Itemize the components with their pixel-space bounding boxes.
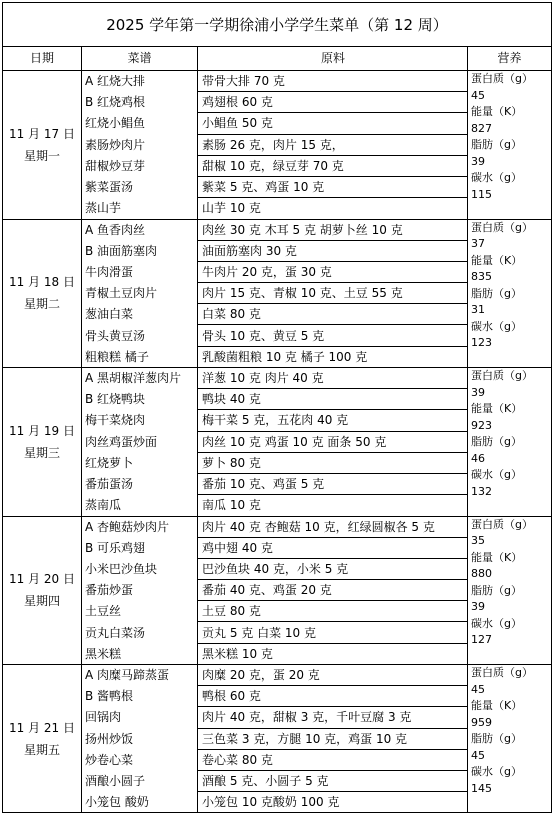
day-block: [3, 368, 551, 517]
date-cell: [3, 71, 81, 219]
date-cell: [3, 517, 81, 665]
nutrition-value: 45: [471, 682, 485, 696]
nutrition-value: 39: [471, 600, 485, 613]
ingredient-row: 肉糜 20 克，蛋 20 克: [198, 665, 467, 686]
ingredient-row: 贡丸 5 克 白菜 10 克: [198, 623, 467, 644]
nutrition-value: 46: [471, 451, 485, 465]
dish-item: 土豆丝: [85, 604, 122, 619]
ingredient-row: 梅干菜 5 克，五花肉 40 克: [198, 410, 467, 431]
nutrition-value: 39: [471, 154, 485, 168]
dish-item: A 红烧大排: [85, 74, 146, 88]
nutrition-value: 35: [471, 534, 485, 547]
date-cell: [3, 665, 81, 814]
weekday-text: 星期二: [23, 297, 60, 312]
dish-item: A 杏鲍菇炒肉片: [85, 519, 170, 534]
ingredients-cell: [198, 517, 467, 665]
dish-item: 葱油白菜: [85, 307, 134, 322]
date-text: 11 月 17 日: [9, 126, 75, 141]
ingredient-row: 小鲳鱼 50 克: [198, 113, 467, 134]
dish-item: 红烧萝卜: [85, 455, 134, 470]
dish-item: 青椒土豆肉片: [85, 286, 158, 301]
ingredient-row: 肉片 40 克，甜椒 3 克，千叶豆腐 3 克: [198, 707, 467, 728]
dishes-cell: [81, 368, 197, 516]
page-title: 2025 学年第一学期徐浦小学学生菜单（第 12 周）: [3, 3, 551, 47]
header-date: 日期: [3, 47, 81, 71]
nutrition-label: 蛋白质（g）: [471, 72, 533, 85]
ingredient-row: 甜椒 10 克，绿豆芽 70 克: [198, 156, 467, 177]
dish-item: 扬州炒饭: [85, 731, 134, 746]
dish-item: 番茄炒蛋: [85, 583, 134, 598]
dish-item: 黑米糕: [85, 646, 122, 661]
nutrition-value: 145: [471, 781, 492, 795]
date-cell: [3, 368, 81, 516]
dish-item: 甜椒炒豆芽: [85, 158, 146, 173]
nutrition-label: 蛋白质（g）: [471, 517, 533, 531]
ingredient-row: 鸡翅根 60 克: [198, 92, 467, 113]
nutrition-label: 蛋白质（g）: [471, 369, 533, 382]
dish-item: 番茄蛋汤: [85, 477, 134, 491]
nutrition-label: 能量（K）: [471, 402, 523, 415]
ingredient-row: 带骨大排 70 克: [198, 71, 467, 92]
ingredient-row: 南瓜 10 克: [202, 498, 261, 513]
weekday-text: 星期四: [23, 594, 60, 609]
ingredient-row: 山芋 10 克: [202, 201, 261, 216]
nutrition-value: 835: [471, 270, 492, 283]
ingredient-row: 骨头 10 克、黄豆 5 克: [198, 326, 467, 347]
nutrition-label: 碳水（g）: [471, 765, 522, 778]
dish-item: A 鱼香肉丝: [85, 222, 146, 237]
nutrition-label: 碳水（g）: [471, 616, 522, 630]
nutrition-label: 能量（K）: [471, 253, 523, 267]
ingredient-row: 小笼包 10 克酸奶 100 克: [202, 795, 340, 810]
ingredient-row: 肉片 40 克 杏鲍菇 10 克，红绿圆椒各 5 克: [198, 517, 467, 538]
dish-item: 肉丝鸡蛋炒面: [85, 434, 158, 449]
column-divider: [467, 47, 468, 812]
nutrition-value: 31: [471, 303, 485, 316]
ingredient-row: 鸡中翅 40 克: [198, 538, 467, 559]
ingredient-row: 紫菜 5 克、鸡蛋 10 克: [198, 177, 467, 198]
ingredient-row: 牛肉片 20 克，蛋 30 克: [198, 262, 467, 283]
dish-item: A 肉糜马蹄蒸蛋: [85, 668, 170, 682]
dishes-cell: [81, 517, 197, 665]
ingredient-row: 酒酿 5 克、小圆子 5 克: [198, 771, 467, 792]
nutrition-cell: [468, 220, 551, 368]
column-divider: [197, 47, 198, 812]
date-cell: [3, 220, 81, 368]
date-text: 11 月 21 日: [9, 721, 75, 736]
nutrition-value: 880: [471, 567, 492, 580]
dish-item: 紫菜蛋汤: [85, 180, 134, 194]
ingredients-cell: [198, 665, 467, 814]
nutrition-label: 能量（K）: [471, 550, 523, 564]
dish-item: B 红烧鸭块: [85, 392, 146, 407]
nutrition-cell: [468, 368, 551, 516]
ingredient-row: 洋葱 10 克 肉片 40 克: [198, 368, 467, 389]
date-text: 11 月 19 日: [9, 423, 75, 438]
dishes-cell: [81, 71, 197, 219]
dish-item: 小米巴沙鱼块: [85, 561, 158, 576]
ingredients-cell: [198, 71, 467, 219]
nutrition-cell: [468, 71, 551, 219]
ingredient-row: 卷心菜 80 克: [198, 750, 467, 771]
nutrition-label: 碳水（g）: [471, 319, 522, 333]
weekday-text: 星期三: [23, 445, 60, 460]
nutrition-label: 脂肪（g）: [471, 286, 522, 300]
ingredient-row: 土豆 80 克: [198, 601, 467, 622]
date-text: 11 月 18 日: [9, 275, 75, 290]
dish-item: B 可乐鸡翅: [85, 540, 146, 555]
ingredient-row: 巴沙鱼块 40 克，小米 5 克: [198, 559, 467, 580]
nutrition-label: 碳水（g）: [471, 171, 522, 184]
nutrition-value: 959: [471, 715, 492, 729]
weekday-text: 星期一: [23, 148, 60, 163]
dish-item: 梅干菜烧肉: [85, 413, 146, 428]
dish-item: 回锅肉: [85, 710, 122, 725]
dish-item: 贡丸白菜汤: [85, 625, 146, 640]
ingredient-row: 肉丝 30 克 木耳 5 克 胡萝卜丝 10 克: [198, 220, 467, 241]
nutrition-value: 923: [471, 418, 492, 432]
nutrition-value: 827: [471, 121, 492, 135]
day-block: [3, 665, 551, 814]
ingredient-row: 肉丝 10 克 鸡蛋 10 克 面条 50 克: [198, 432, 467, 453]
day-block: [3, 71, 551, 220]
nutrition-value: 123: [471, 336, 492, 349]
ingredient-row: 三色菜 3 克，方腿 10 克，鸡蛋 10 克: [198, 729, 467, 750]
nutrition-label: 蛋白质（g）: [471, 220, 533, 234]
ingredients-cell: [198, 220, 467, 368]
dish-item: 素肠炒肉片: [85, 137, 146, 152]
nutrition-label: 碳水（g）: [471, 468, 522, 481]
day-block: [3, 517, 551, 666]
nutrition-value: 37: [471, 237, 485, 250]
dishes-cell: [81, 220, 197, 368]
nutrition-label: 脂肪（g）: [471, 583, 522, 597]
dish-item: 牛肉滑蛋: [85, 264, 134, 279]
dish-item: A 黑胡椒洋葱肉片: [85, 371, 182, 385]
ingredients-cell: [198, 368, 467, 516]
ingredient-row: 乳酸菌粗粮 10 克 橘子 100 克: [202, 349, 368, 364]
ingredient-row: 白菜 80 克: [198, 304, 467, 325]
nutrition-label: 能量（K）: [471, 699, 523, 712]
header-ingredients: 原料: [198, 47, 468, 71]
nutrition-value: 132: [471, 484, 492, 498]
menu-table: [2, 2, 552, 813]
dish-item: 蒸山芋: [85, 201, 122, 216]
nutrition-cell: [468, 665, 551, 814]
ingredient-row: 鸭块 40 克: [198, 389, 467, 410]
date-text: 11 月 20 日: [9, 572, 75, 587]
nutrition-label: 能量（K）: [471, 105, 523, 118]
dish-item: 骨头黄豆汤: [85, 328, 146, 343]
nutrition-value: 45: [471, 88, 485, 102]
dish-item: 小笼包 酸奶: [85, 795, 149, 810]
nutrition-value: 115: [471, 187, 492, 201]
ingredient-row: 鸭根 60 克: [198, 686, 467, 707]
ingredient-row: 肉片 15 克、青椒 10 克、土豆 55 克: [198, 283, 467, 304]
dish-item: 酒酿小圆子: [85, 774, 146, 788]
ingredient-row: 素肠 26 克，肉片 15 克，: [198, 135, 467, 156]
dish-item: 蒸南瓜: [85, 498, 122, 513]
ingredient-row: 番茄 40 克、鸡蛋 20 克: [198, 580, 467, 601]
dish-item: B 红烧鸡根: [85, 95, 146, 110]
dishes-cell: [81, 665, 197, 814]
dish-item: 炒卷心菜: [85, 752, 134, 767]
dish-item: 粗粮糕 橘子: [85, 349, 149, 364]
nutrition-label: 脂肪（g）: [471, 732, 522, 745]
ingredient-row: 番茄 10 克、鸡蛋 5 克: [198, 474, 467, 495]
ingredient-row: 油面筋塞肉 30 克: [198, 241, 467, 262]
column-divider: [81, 47, 82, 812]
weekday-text: 星期五: [23, 743, 60, 758]
ingredient-row: 萝卜 80 克: [198, 453, 467, 474]
header-nutrition: 营养: [468, 47, 551, 71]
ingredient-row: 黑米糕 10 克: [202, 646, 273, 661]
nutrition-label: 脂肪（g）: [471, 138, 522, 151]
nutrition-cell: [468, 517, 551, 665]
nutrition-label: 脂肪（g）: [471, 435, 522, 448]
nutrition-value: 39: [471, 385, 485, 399]
nutrition-value: 127: [471, 633, 492, 646]
dish-item: 红烧小鲳鱼: [85, 116, 146, 131]
dish-item: B 酱鸭根: [85, 689, 134, 704]
day-block: [3, 220, 551, 369]
header-menu: 菜谱: [81, 47, 198, 71]
nutrition-value: 45: [471, 748, 485, 762]
dish-item: B 油面筋塞肉: [85, 243, 158, 258]
nutrition-label: 蛋白质（g）: [471, 666, 533, 679]
